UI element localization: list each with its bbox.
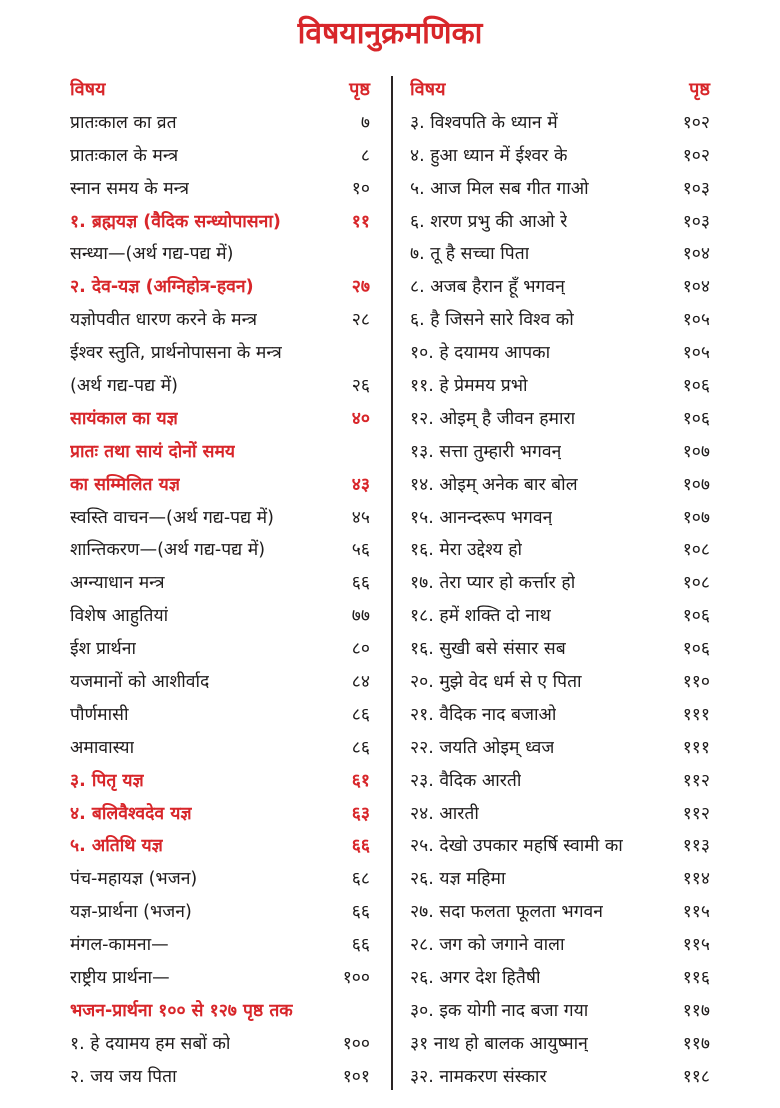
entry-page-number: ६३ [351,803,370,824]
entry-title: स्नान समय के मन्त्र [70,178,190,199]
entry-title: ७. तू है सच्चा पिता [410,244,530,265]
toc-entry [70,567,370,600]
entry-page-number: ११३ [682,836,710,857]
entry-page-number: ११५ [682,935,710,956]
entry-page-number: ४० [351,408,370,429]
toc-entry [70,502,370,535]
toc-entry [410,1061,710,1094]
entry-page-number: १०४ [682,244,710,265]
page-title: विषयानुक्रमणिका [297,16,483,51]
toc-entry [70,600,370,633]
toc-entry [410,567,710,600]
entry-title: राष्ट्रीय प्रार्थना— [70,968,170,989]
entry-page-number: १०६ [682,639,710,660]
entry-page-number: १०३ [682,211,710,232]
entry-title: २१. वैदिक नाद बजाओ [410,704,557,725]
entry-title: प्रातःकाल का व्रत [70,112,177,133]
entry-title: २३. वैदिक आरती [410,770,522,791]
entry-title: मंगल-कामना— [70,935,169,956]
entry-page-number: २८ [351,310,370,331]
toc-entry [70,271,370,304]
entry-page-number: ४५ [351,507,370,528]
entry-page-number: १०६ [682,606,710,627]
entry-page-number: ११० [682,672,710,693]
toc-entry [410,732,710,765]
toc-entry [70,206,370,239]
entry-page-number: ११७ [682,1033,710,1054]
toc-entry [70,534,370,567]
toc-entry [70,830,370,863]
toc-entry [410,140,710,173]
entry-page-number: ११२ [682,803,710,824]
entry-title: का सम्मिलित यज्ञ [70,474,180,495]
toc-entry [410,699,710,732]
toc-entry [410,995,710,1028]
toc-entry [70,1028,370,1061]
toc-entry [410,206,710,239]
entry-title: ५. अतिथि यज्ञ [70,836,163,857]
entry-title: ८. अजब हैरान हूँ भगवन् [410,277,565,298]
toc-entry [70,403,370,436]
entry-page-number: १०८ [682,573,710,594]
entry-title: ४. हुआ ध्यान में ईश्वर के [410,145,568,166]
entry-page-number: ८ [360,145,370,166]
entry-title: ३. पितृ यज्ञ [70,770,144,791]
entry-page-number: १०७ [682,441,710,462]
entry-page-number: ६१ [351,770,370,791]
toc-entry [410,107,710,140]
toc-entry [70,370,370,403]
entry-title: ३२. नामकरण संस्कार [410,1066,547,1087]
toc-entry [70,238,370,271]
toc-entry [70,765,370,798]
entry-page-number: १११ [682,704,710,725]
entry-title: ६. है जिसने सारे विश्व को [410,310,574,331]
entry-title: १. हे दयामय हम सबों को [70,1033,231,1054]
entry-page-number: ८६ [351,737,370,758]
toc-entry [410,1028,710,1061]
entry-title: सन्ध्या—(अर्थ गद्य-पद्य में) [70,244,234,265]
entry-page-number: १०६ [682,408,710,429]
entry-title: १६. मेरा उद्देश्य हो [410,540,523,561]
entry-title: १४. ओइम् अनेक बार बोल [410,474,578,495]
entry-page-number: २६ [351,376,370,397]
left-entry-list [70,107,370,1094]
entry-title: ६. शरण प्रभु की आओ रे [410,211,568,232]
entry-page-number: ६६ [351,573,370,594]
toc-entry [410,633,710,666]
toc-entry [70,732,370,765]
toc-entry [70,863,370,896]
right-column-header [410,74,710,107]
toc-entry [70,107,370,140]
page-header: पृष्ठ [689,79,710,100]
toc-entry [410,765,710,798]
entry-page-number: ६६ [351,836,370,857]
entry-title: यज्ञोपवीत धारण करने के मन्त्र [70,310,257,331]
entry-title: १७. तेरा प्यार हो कर्त्तार हो [410,573,576,594]
toc-entry [410,798,710,831]
entry-title: प्रातःकाल के मन्त्र [70,145,179,166]
entry-page-number: १०५ [682,310,710,331]
entry-title: शान्तिकरण—(अर्थ गद्य-पद्य में) [70,540,266,561]
entry-title: पंच-महायज्ञ (भजन) [70,869,198,890]
toc-entry [70,798,370,831]
entry-title: २८. जग को जगाने वाला [410,935,565,956]
toc-entry [410,173,710,206]
entry-page-number: १०६ [682,376,710,397]
toc-entry [70,896,370,929]
entry-title: अमावास्या [70,737,135,758]
toc-entry [410,436,710,469]
entry-title: २५. देखो उपकार महर्षि स्वामी का [410,836,623,857]
toc-entry [70,666,370,699]
toc-entry [70,1061,370,1094]
left-column [70,74,370,1094]
entry-title: २७. सदा फलता फूलता भगवन [410,902,603,923]
toc-entry [410,929,710,962]
toc-entry [410,403,710,436]
column-divider [391,76,393,1090]
entry-title: १८. हमें शक्ति दो नाथ [410,606,551,627]
toc-entry [410,666,710,699]
entry-page-number: ७७ [351,606,370,627]
entry-page-number: १०२ [682,112,710,133]
entry-page-number: ६६ [351,935,370,956]
entry-page-number: ११ [351,211,370,232]
entry-title: ईश्वर स्तुति, प्रार्थनोपासना के मन्त्र [70,343,282,364]
entry-title: १. ब्रह्मयज्ञ (वैदिक सन्ध्योपासना) [70,211,281,232]
entry-title: पौर्णमासी [70,704,129,725]
entry-title: ११. हे प्रेममय प्रभो [410,376,528,397]
toc-entry [410,502,710,535]
entry-title: २६. यज्ञ महिमा [410,869,506,890]
entry-title: २. देव-यज्ञ (अग्निहोत्र-हवन) [70,277,254,298]
entry-page-number: ८० [351,639,370,660]
toc-entry [410,238,710,271]
entry-page-number: १११ [682,737,710,758]
subject-header: विषय [70,79,106,100]
toc-entry [70,140,370,173]
toc-entry [70,929,370,962]
entry-page-number: ११५ [682,902,710,923]
entry-page-number: ११८ [682,1066,710,1087]
entry-title: ४. बलिवैश्वदेव यज्ञ [70,803,192,824]
toc-entry [410,271,710,304]
entry-title: ३. विश्वपति के ध्यान में [410,112,558,133]
entry-page-number: ११७ [682,1000,710,1021]
entry-page-number: १०८ [682,540,710,561]
entry-title: यज्ञ-प्रार्थना (भजन) [70,902,192,923]
entry-title: ३०. इक योगी नाद बजा गया [410,1000,589,1021]
entry-title: (अर्थ गद्य-पद्य में) [70,376,178,397]
entry-page-number: १०७ [682,507,710,528]
entry-page-number: ११४ [682,869,710,890]
entry-title: २. जय जय पिता [70,1066,177,1087]
entry-title: १५. आनन्दरूप भगवन् [410,507,553,528]
subject-header: विषय [410,79,446,100]
entry-title: स्वस्ति वाचन—(अर्थ गद्य-पद्य में) [70,507,274,528]
entry-page-number: ८६ [351,704,370,725]
entry-title: २६. अगर देश हितैषी [410,968,541,989]
entry-title: २०. मुझे वेद धर्म से ए पिता [410,672,582,693]
entry-title: विशेष आहुतियां [70,606,169,627]
entry-title: यजमानों को आशीर्वाद [70,672,210,693]
toc-entry [410,469,710,502]
toc-entry [410,304,710,337]
toc-entry [70,995,370,1028]
entry-page-number: ५६ [351,540,370,561]
toc-entry [410,962,710,995]
entry-title: सायंकाल का यज्ञ [70,408,178,429]
entry-title: ३१ नाथ हो बालक आयुष्मान् [410,1033,588,1054]
entry-page-number: ६६ [351,902,370,923]
entry-title: १२. ओइम् है जीवन हमारा [410,408,576,429]
toc-entry [70,436,370,469]
entry-page-number: ६८ [351,869,370,890]
toc-entry [410,830,710,863]
entry-page-number: १०० [342,1033,370,1054]
entry-page-number: १०७ [682,474,710,495]
toc-entry [410,337,710,370]
toc-entry [70,304,370,337]
entry-page-number: २७ [351,277,370,298]
toc-entry [70,337,370,370]
entry-title: ईश प्रार्थना [70,639,136,660]
toc-entry [410,534,710,567]
entry-page-number: १०३ [682,178,710,199]
entry-title: भजन-प्रार्थना १०० से १२७ पृष्ठ तक [70,1000,293,1021]
toc-entry [70,173,370,206]
toc-entry [410,370,710,403]
entry-page-number: ११६ [682,968,710,989]
entry-page-number: १०४ [682,277,710,298]
entry-title: प्रातः तथा सायं दोनों समय [70,441,236,462]
toc-entry [70,633,370,666]
entry-title: २२. जयति ओइम् ध्वज [410,737,555,758]
entry-title: अग्न्याधान मन्त्र [70,573,165,594]
entry-page-number: १०२ [682,145,710,166]
entry-page-number: ७ [360,112,370,133]
right-column [410,74,710,1094]
toc-entry [410,896,710,929]
entry-page-number: १०५ [682,343,710,364]
entry-title: ५. आज मिल सब गीत गाओ [410,178,589,199]
entry-title: १६. सुखी बसे संसार सब [410,639,566,660]
right-entry-list [410,107,710,1094]
entry-page-number: १० [351,178,370,199]
toc-entry [70,962,370,995]
toc-entry [70,699,370,732]
entry-page-number: १०१ [342,1066,370,1087]
entry-title: १०. हे दयामय आपका [410,343,551,364]
toc-entry [410,863,710,896]
entry-page-number: ८४ [351,672,370,693]
entry-page-number: १०० [342,968,370,989]
toc-entry [410,600,710,633]
entry-page-number: ११२ [682,770,710,791]
left-column-header [70,74,370,107]
entry-page-number: ४३ [351,474,370,495]
entry-title: १३. सत्ता तुम्हारी भगवन् [410,441,562,462]
toc-entry [70,469,370,502]
entry-title: २४. आरती [410,803,479,824]
page-header: पृष्ठ [349,79,370,100]
